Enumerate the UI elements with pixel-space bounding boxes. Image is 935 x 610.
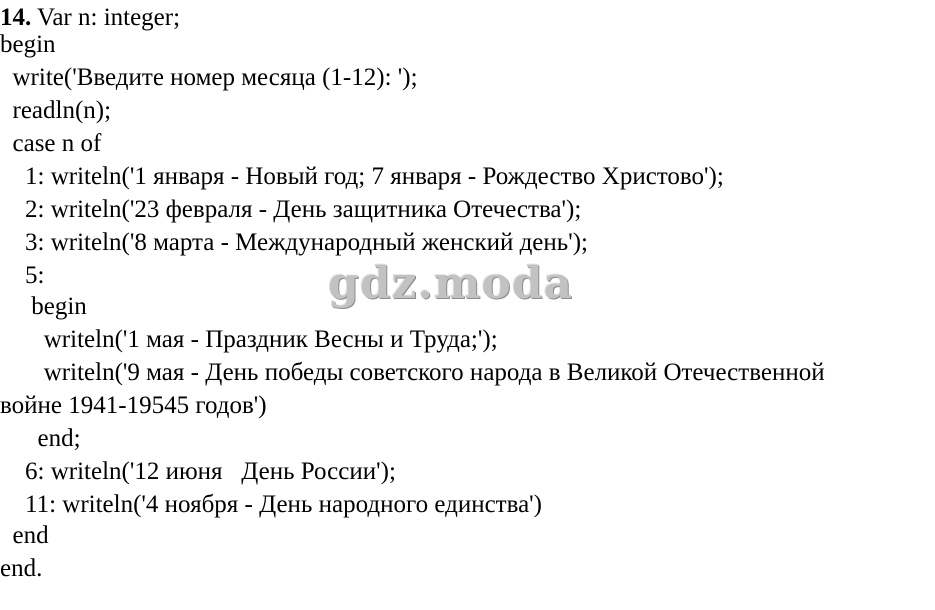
code-line-2: begin bbox=[0, 31, 56, 58]
code-line-13: войне 1941-19545 годов') bbox=[0, 392, 267, 419]
code-line-16: 11: writeln('4 ноября - День народного единства') bbox=[0, 491, 542, 518]
code-line-10: begin bbox=[0, 293, 87, 320]
exercise-number: 14. bbox=[0, 4, 32, 31]
code-line-4: readln(n); bbox=[0, 97, 112, 124]
code-line-15: 6: writeln('12 июня День России'); bbox=[0, 458, 396, 485]
code-line-3: write('Введите номер месяца (1-12): '); bbox=[0, 64, 418, 91]
code-line-5: case n of bbox=[0, 130, 102, 157]
code-line-12: writeln('9 мая - День победы советского народа в Великой Отечественной bbox=[0, 359, 825, 386]
code-line-7: 2: writeln('23 февраля - День защитника Отечества'); bbox=[0, 196, 582, 223]
code-line-8: 3: writeln('8 марта - Международный женский день'); bbox=[0, 229, 588, 256]
code-line-14: end; bbox=[0, 425, 81, 452]
watermark-logo: gdz.moda bbox=[328, 258, 574, 309]
code-line-9: 5: bbox=[0, 262, 45, 289]
code-line-6: 1: writeln('1 января - Новый год; 7 января - Рождество Христово'); bbox=[0, 163, 724, 190]
code-line-11: writeln('1 мая - Праздник Весны и Труда;'); bbox=[0, 326, 498, 353]
code-line-text: Var n: integer; bbox=[31, 4, 181, 31]
code-line-18: end. bbox=[0, 555, 43, 582]
code-line-17: end bbox=[0, 522, 49, 549]
